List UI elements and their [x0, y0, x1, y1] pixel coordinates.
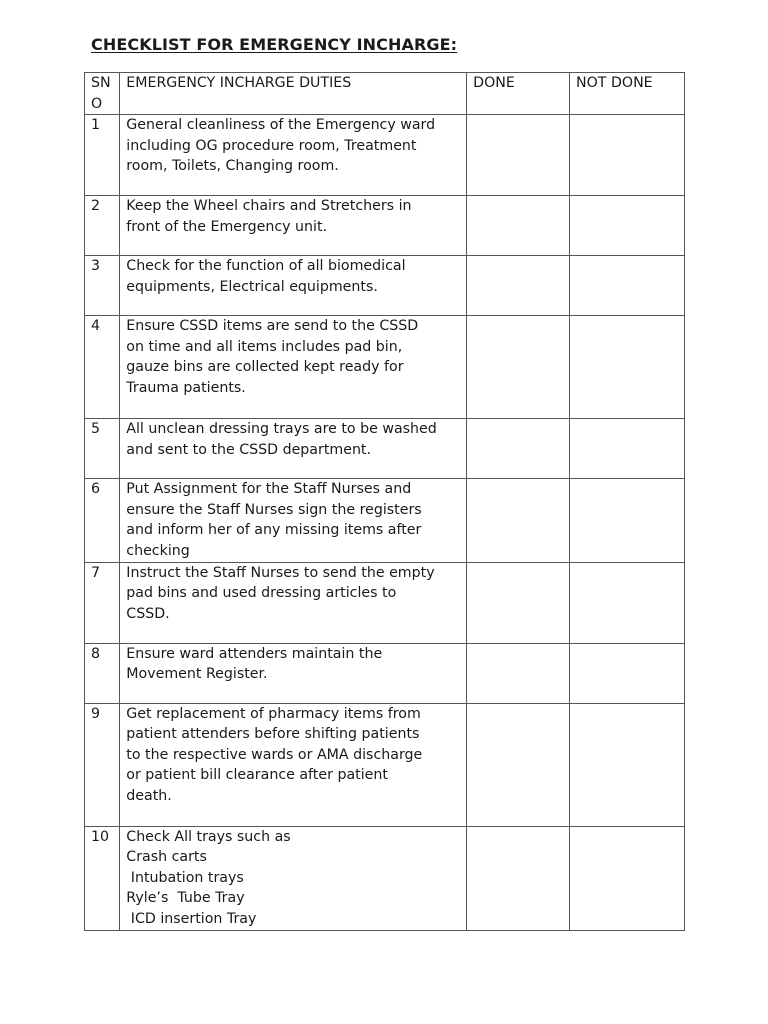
row-sno: 10 [85, 826, 120, 930]
duty-text-line: Check for the function of all biomedical [126, 258, 406, 275]
duty-text-line: Get replacement of pharmacy items from [126, 705, 421, 722]
row-duty [120, 479, 467, 562]
row-duty [120, 256, 467, 316]
table-row [85, 479, 685, 562]
row-done-cell[interactable] [467, 562, 570, 643]
row-done-cell[interactable] [467, 826, 570, 930]
duty-text-line: Ryle’s Tube Tray [126, 890, 245, 907]
row-not-done-cell[interactable] [570, 115, 685, 196]
row-duty [120, 419, 467, 479]
duty-text-line: or patient bill clearance after patient [126, 767, 388, 784]
table-row [85, 419, 685, 479]
checklist-table [84, 72, 685, 931]
table-row [85, 826, 685, 930]
row-not-done-cell[interactable] [570, 316, 685, 419]
row-done-cell[interactable] [467, 419, 570, 479]
duty-text-line: Intubation trays [126, 869, 244, 886]
row-not-done-cell[interactable] [570, 643, 685, 703]
duty-text-line: Ensure ward attenders maintain the [126, 645, 383, 662]
header-sno-line1: SN [91, 75, 111, 91]
row-sno: 8 [85, 643, 120, 703]
row-duty [120, 703, 467, 826]
duty-text-line: Ensure CSSD items are send to the CSSD [126, 318, 419, 335]
row-sno: 4 [85, 316, 120, 419]
duty-text-line: Keep the Wheel chairs and Stretchers in [126, 198, 412, 215]
row-not-done-cell[interactable] [570, 826, 685, 930]
duty-text-line: CSSD. [126, 605, 170, 622]
duty-text-line: checking [126, 542, 190, 559]
table-header-row [85, 73, 685, 115]
duty-text-line: ICD insertion Tray [126, 910, 257, 927]
row-duty [120, 316, 467, 419]
row-done-cell[interactable] [467, 115, 570, 196]
duty-text-line: room, Toilets, Changing room. [126, 158, 339, 175]
header-sno [85, 73, 120, 115]
row-done-cell[interactable] [467, 256, 570, 316]
row-sno: 3 [85, 256, 120, 316]
row-duty [120, 562, 467, 643]
row-sno: 9 [85, 703, 120, 826]
row-not-done-cell[interactable] [570, 419, 685, 479]
row-done-cell[interactable] [467, 316, 570, 419]
duty-text-line: ensure the Staff Nurses sign the registers [126, 501, 422, 518]
duty-text-line: All unclean dressing trays are to be washed [126, 421, 437, 438]
duty-text-line: patient attenders before shifting patients [126, 726, 420, 743]
duty-text-line: gauze bins are collected kept ready for [126, 359, 404, 376]
row-sno: 7 [85, 562, 120, 643]
row-duty [120, 826, 467, 930]
row-done-cell[interactable] [467, 479, 570, 562]
row-not-done-cell[interactable] [570, 256, 685, 316]
duty-text-line: to the respective wards or AMA discharge [126, 746, 423, 763]
duty-text-line: Check All trays such as [126, 828, 291, 845]
table-row [85, 316, 685, 419]
row-not-done-cell[interactable] [570, 562, 685, 643]
table-row [85, 256, 685, 316]
duty-text-line: front of the Emergency unit. [126, 218, 328, 235]
row-duty [120, 196, 467, 256]
duty-text-line: Movement Register. [126, 666, 268, 683]
row-sno: 2 [85, 196, 120, 256]
table-row [85, 562, 685, 643]
row-done-cell[interactable] [467, 703, 570, 826]
duty-text-line: pad bins and used dressing articles to [126, 585, 397, 602]
row-not-done-cell[interactable] [570, 479, 685, 562]
duty-text-line: and inform her of any missing items after [126, 522, 422, 539]
row-sno: 5 [85, 419, 120, 479]
duty-text-line: Instruct the Staff Nurses to send the empty [126, 564, 435, 581]
row-done-cell[interactable] [467, 196, 570, 256]
row-not-done-cell[interactable] [570, 196, 685, 256]
row-duty [120, 643, 467, 703]
page-title: CHECKLIST FOR EMERGENCY INCHARGE: [91, 35, 458, 54]
duty-text-line: death. [126, 787, 172, 804]
duty-text-line: Trauma patients. [126, 379, 246, 396]
table-row [85, 115, 685, 196]
table-row [85, 643, 685, 703]
duty-text-line: and sent to the CSSD department. [126, 441, 372, 458]
row-not-done-cell[interactable] [570, 703, 685, 826]
duty-text-line: General cleanliness of the Emergency ward [126, 117, 436, 134]
duty-text-line: equipments, Electrical equipments. [126, 278, 378, 295]
row-sno: 1 [85, 115, 120, 196]
row-done-cell[interactable] [467, 643, 570, 703]
duty-text-line: Crash carts [126, 849, 207, 866]
header-done: DONE [467, 73, 570, 115]
row-duty [120, 115, 467, 196]
header-duties: EMERGENCY INCHARGE DUTIES [120, 73, 467, 115]
duty-text-line: including OG procedure room, Treatment [126, 137, 417, 154]
row-sno: 6 [85, 479, 120, 562]
header-not-done: NOT DONE [570, 73, 685, 115]
duty-text-line: on time and all items includes pad bin, [126, 338, 403, 355]
header-sno-line2: O [91, 95, 103, 112]
duty-text-line: Put Assignment for the Staff Nurses and [126, 481, 412, 498]
table-row [85, 196, 685, 256]
table-row [85, 703, 685, 826]
